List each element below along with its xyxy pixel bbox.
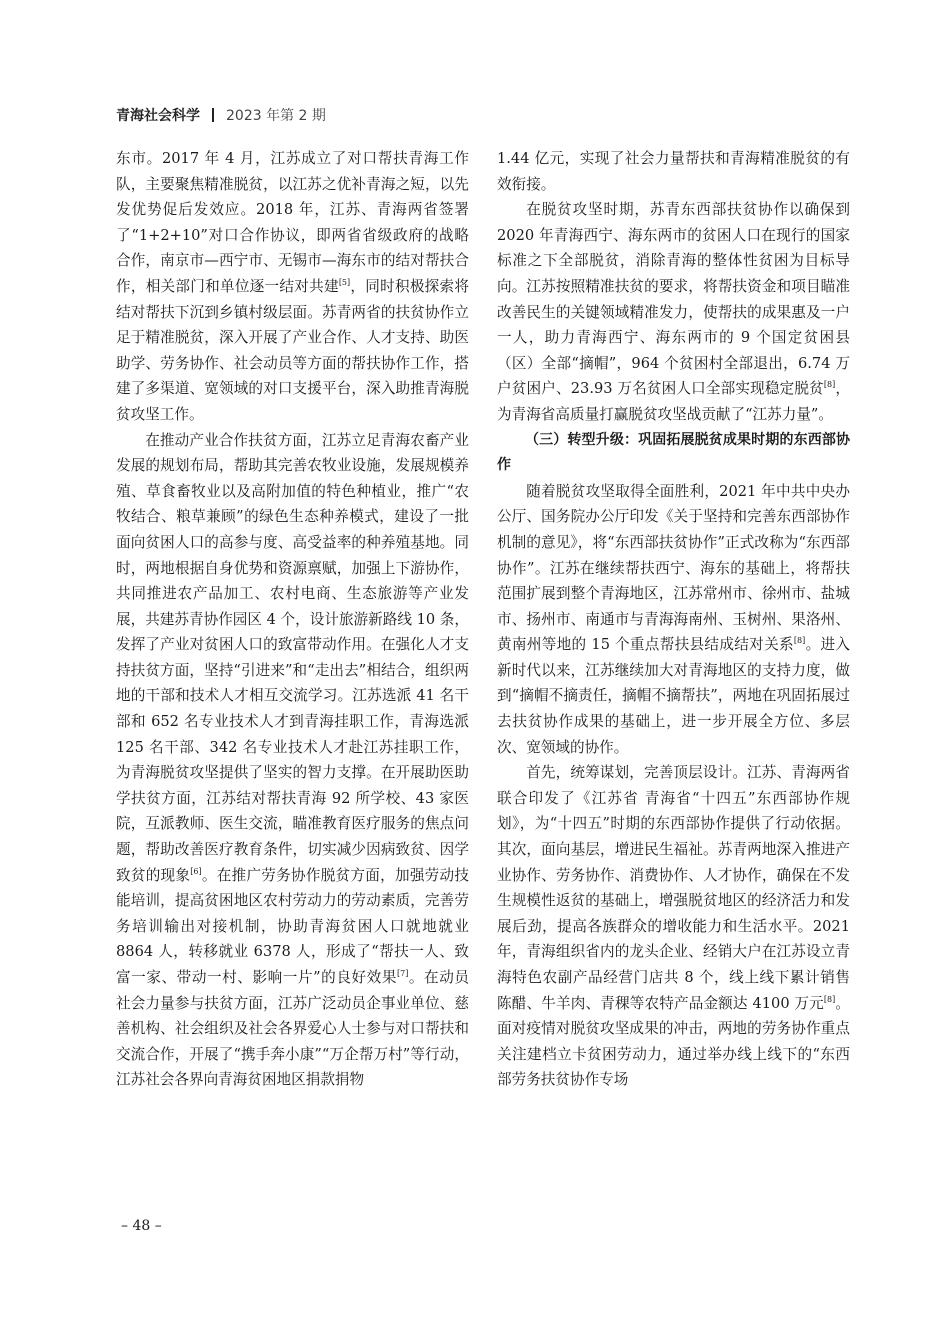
citation-ref: [6]	[190, 866, 202, 876]
citation-ref: [8]	[823, 994, 836, 1004]
section-subheading: （三）转型升级：巩固拓展脱贫成果时期的东西部协作	[497, 431, 850, 474]
issue-label: 2023 年第 2 期	[226, 108, 326, 124]
paragraph: 在脱贫攻坚时期，苏青东西部扶贫协作以确保到 2020 年青海西宁、海东两市的贫困人口在现行的国家标准之下全部脱贫，消除青海的整体性贫困为目标导向。江苏按照精准扶贫的要求，将帮扶资金和项目瞄准改善民生的关键领域精准发力，使帮扶的成果惠及一户一人，助力青海西宁、海东两市的 9 个国定贫困县（区）全部“摘帽”，964 个贫困村全部退出，6.74 万户贫困户、23.93 万名贫困人口全部实现稳定脱贫[8]，为青海省高质量打赢脱贫攻坚战贡献了“江苏力量”。	[497, 201, 850, 423]
running-header	[116, 104, 326, 126]
paragraph: 1.44 亿元，实现了社会力量帮扶和青海精准脱贫的有效衔接。	[497, 150, 850, 193]
paragraph: 首先，统筹谋划，完善顶层设计。江苏、青海两省联合印发了《江苏省 青海省“十四五”东西部协作规划》，为“十四五”时期的东西部协作提供了行动依据。其次，面向基层，增进民生福祉。苏青两地深入推进产业协作、劳务协作、消费协作、人才协作，确保在不发生规模性返贫的基础上，增强脱贫地区的经济活力和发展后劲，提高各族群众的增收能力和生活水平。2021 年，青海组织省内的龙头企业、经销大户在江苏设立青海特色农副产品经营门店共 8 个，线上线下累计销售陈醋、牛羊肉、青稞等农特产品金额达 4100 万元[8]。面对疫情对脱贫攻坚成果的冲击，两地的劳务协作重点关注建档立卡贫困劳动力，通过举办线上线下的“东西部劳务扶贫协作专场	[497, 764, 850, 1089]
paragraph: 东市。2017 年 4 月，江苏成立了对口帮扶青海工作队，主要聚焦精准脱贫，以江苏之优补青海之短，以先发优势促后发效应。2018 年，江苏、青海两省签署了“1+2+10”对口合作协议，即两省省级政府的战略合作，南京市—西宁市、无锡市—海东市的结对帮扶合作，相关部门和单位逐一结对共建[5]，同时积极探索将结对帮扶下沉到乡镇村级层面。苏青两省的扶贫协作立足于精准脱贫，深入开展了产业合作、人才支持、助医助学、劳务协作、社会动员等方面的帮扶协作工作，搭建了多渠道、宽领域的对口支援平台，深入助推青海脱贫攻坚工作。	[116, 150, 469, 423]
page-number: – 48 –	[121, 1218, 162, 1234]
citation-ref: [7]	[396, 969, 409, 978]
citation-ref: [8]	[823, 380, 836, 390]
journal-title: 青海社会科学	[116, 108, 200, 124]
paragraph: 在推动产业合作扶贫方面，江苏立足青海农畜产业发展的规划布局，帮助其完善农牧业设施，发展规模养殖、草食畜牧业以及高附加值的特色种植业，推广“农牧结合、粮草兼顾”的绿色生态种养模式，建设了一批面向贫困人口的高参与度、高受益率的种养殖基地。同时，两地根据自身优势和资源禀赋，加强上下游协作，共同推进农产品加工、农村电商、生态旅游等产业发展，共建苏青协作园区 4 个，设计旅游新路线 10 条，发挥了产业对贫困人口的致富带动作用。在强化人才支持扶贫方面，坚持“引进来”和“走出去”相结合，组织两地的干部和技术人才相互交流学习。江苏选派 41 名干部和 652 名专业技术人才到青海挂职工作，青海选派 125 名干部、342 名专业技术人才赴江苏挂职工作，为青海脱贫攻坚提供了坚实的智力支撑。在开展助医助学扶贫方面，江苏结对帮扶青海 92 所学校、43 家医院，互派教师、医生交流，瞄准教育医疗服务的焦点问题，帮助改善医疗教育条件，切实减少因病致贫、因学致贫的现象[6]。在推广劳务协作脱贫方面，加强劳动技能培训，提高贫困地区农村劳动力的劳动素质，完善劳务培训输出对接机制，协助青海贫困人口就地就业 8864 人，转移就业 6378 人，形成了“帮扶一人、致富一家、带动一村、影响一片”的良好效果[7]。在动员社会力量参与扶贫方面，江苏广泛动员企事业单位、慈善机构、社会组织及社会各界爱心人士参与对口帮扶和交流合作，开展了“携手奔小康”“万企帮万村”等行动，江苏社会各界向青海贫困地区捐款捐物	[116, 431, 469, 1089]
left-column	[116, 146, 469, 1093]
citation-ref: [5]	[338, 277, 351, 287]
paragraph: 随着脱贫攻坚取得全面胜利，2021 年中共中央办公厅、国务院办公厅印发《关于坚持和完善东西部协作机制的意见》，将“东西部扶贫协作”正式改称为“东西部协作”。江苏在继续帮扶西宁、海东的基础上，将帮扶范围扩展到整个青海地区，江苏常州市、徐州市、盐城市、扬州市、南通市与青海海南州、玉树州、果洛州、黄南州等地的 15 个重点帮扶县结成结对关系[8]。进入新时代以来，江苏继续加大对青海地区的支持力度，做到“摘帽不摘责任，摘帽不摘帮扶”，两地在巩固拓展过去扶贫协作成果的基础上，进一步开展全方位、多层次、宽领域的协作。	[497, 482, 850, 756]
header-divider	[212, 108, 214, 122]
right-column	[497, 146, 850, 1093]
citation-ref: [8]	[793, 636, 806, 646]
